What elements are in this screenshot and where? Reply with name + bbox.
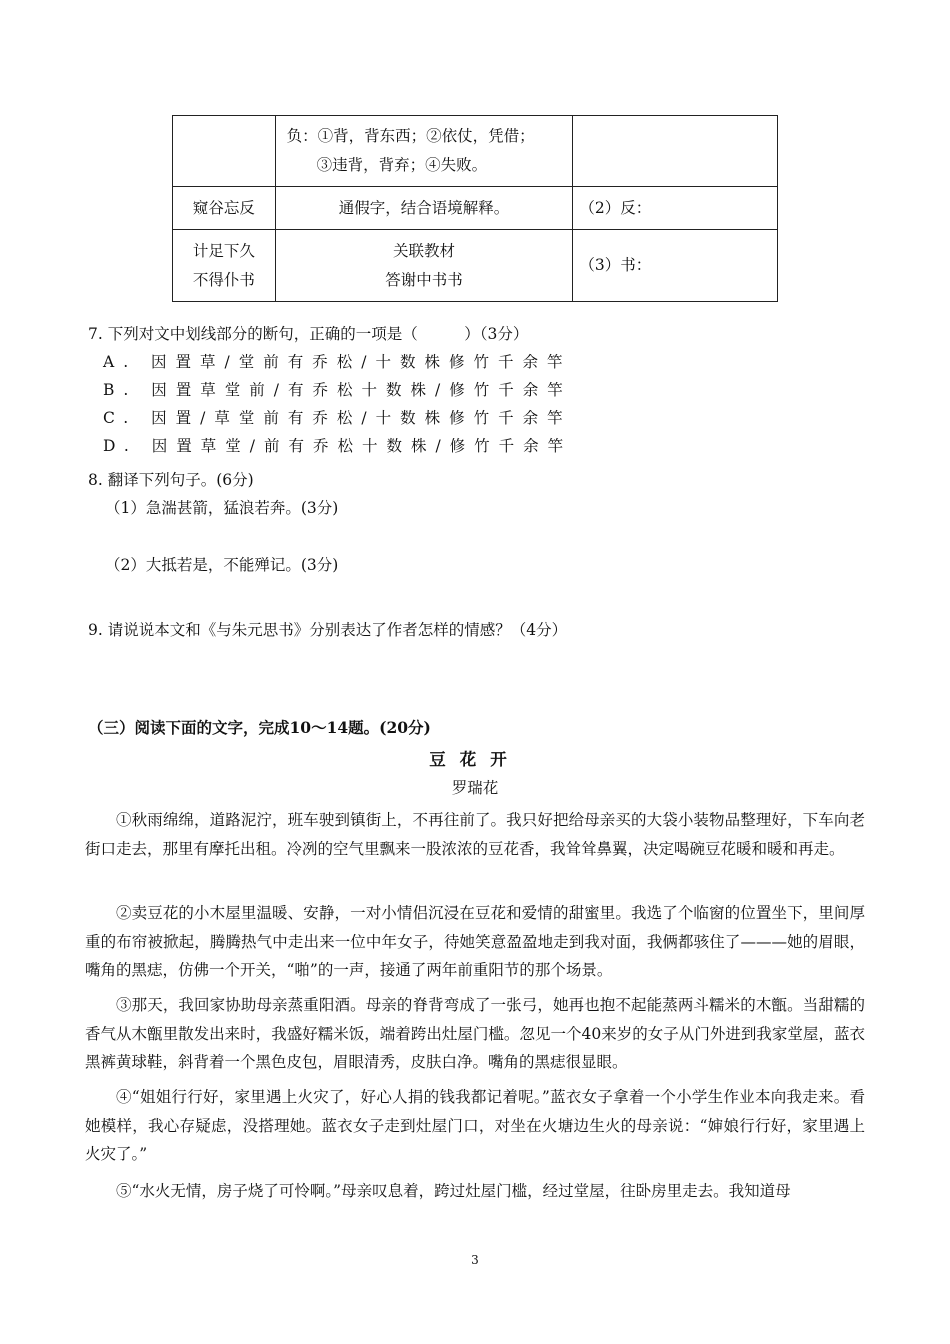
definition-line: 负：①背，背东西；②依仗，凭借；	[286, 127, 535, 145]
table-row	[173, 116, 778, 187]
question-7-stem: 7. 下列对文中划线部分的断句，正确的一项是（ ）（3分）	[88, 325, 529, 343]
paragraph-5: ⑤“水火无情，房子烧了可怜啊。”母亲叹息着，跨过灶屋门槛，经过堂屋，往卧房里走去。我知道母	[116, 1182, 791, 1200]
phrase-cell	[173, 116, 276, 187]
method-line: 答谢中书书	[385, 270, 463, 289]
question-8-item-1: （1）急湍甚箭，猛浪若奔。(3分)	[105, 499, 339, 517]
phrase-line: 不得仆书	[192, 270, 255, 289]
option-c: C. 因置/草堂前有乔松/十数株修竹千余竿	[103, 409, 572, 427]
answer-cell	[573, 116, 778, 187]
page-number: 3	[471, 1253, 479, 1267]
answer-cell: （2）反：	[573, 187, 778, 230]
phrase-cell	[173, 230, 276, 302]
option-d: D. 因置草堂/前有乔松十数株/修竹千余竿	[103, 437, 573, 455]
paragraph-1: ①秋雨绵绵，道路泥泞，班车驶到镇街上，不再往前了。我只好把给母亲买的大袋小装物品整理好，下车向老街口走去，那里有摩托出租。冷冽的空气里飘来一股浓浓的豆花香，我耸耸鼻翼，决定喝碗豆花暖和暖和再走。	[85, 811, 865, 858]
method-cell	[275, 116, 573, 187]
paragraph-4: ④“姐姐行行好，家里遇上火灾了，好心人捐的钱我都记着呢。”蓝衣女子拿着一个小学生作业本向我走来。看她模样，我心存疑虑，没搭理她。蓝衣女子走到灶屋门口，对坐在火塘边生火的母亲说：“婶娘行行好，家里遇上火灾了。”	[85, 1088, 865, 1163]
answer-cell: （3）书：	[573, 230, 778, 302]
section-heading: （三）阅读下面的文字，完成10～14题。(20分)	[88, 718, 431, 737]
passage-title: 豆花开	[429, 750, 521, 769]
table-row	[173, 230, 778, 302]
question-8-item-2: （2）大抵若是，不能殚记。(3分)	[105, 556, 339, 574]
paragraph-2: ②卖豆花的小木屋里温暖、安静，一对小情侣沉浸在豆花和爱情的甜蜜里。我选了个临窗的位置坐下，里间厚重的布帘被掀起，腾腾热气中走出来一位中年女子，待她笑意盈盈地走到我对面，我俩都骇住了———她的眉眼，嘴角的黑痣，仿佛一个开关，“啪”的一声，接通了两年前重阳节的那个场景。	[85, 904, 865, 979]
method-line: 关联教材	[392, 241, 455, 260]
vocabulary-table	[172, 115, 778, 302]
phrase-line: 计足下久	[192, 241, 255, 260]
question-9-stem: 9. 请说说本文和《与朱元思书》分别表达了作者怎样的情感？（4分）	[88, 621, 568, 639]
paragraph-3: ③那天，我回家协助母亲蒸重阳酒。母亲的脊背弯成了一张弓，她再也抱不起能蒸两斗糯米的木甑。当甜糯的香气从木甑里散发出来时，我盛好糯米饭，端着跨出灶屋门槛。忽见一个40来岁的女子从门外进到我家堂屋，蓝衣黑裤黄球鞋，斜背着一个黑色皮包，眉眼清秀，皮肤白净。嘴角的黑痣很显眼。	[85, 996, 865, 1071]
question-8-stem: 8. 翻译下列句子。(6分)	[88, 471, 254, 489]
phrase-cell: 窥谷忘反	[173, 187, 276, 230]
method-cell	[275, 230, 573, 302]
definition-line: ③违背，背弃；④失败。	[316, 156, 488, 174]
option-b: B. 因置草堂前/有乔松十数株/修竹千余竿	[103, 381, 572, 399]
table-row	[173, 187, 778, 230]
passage-author: 罗瑞花	[451, 779, 499, 797]
method-cell: 通假字，结合语境解释。	[275, 187, 573, 230]
option-a: A. 因置草/堂前有乔松/十数株修竹千余竿	[103, 353, 572, 371]
